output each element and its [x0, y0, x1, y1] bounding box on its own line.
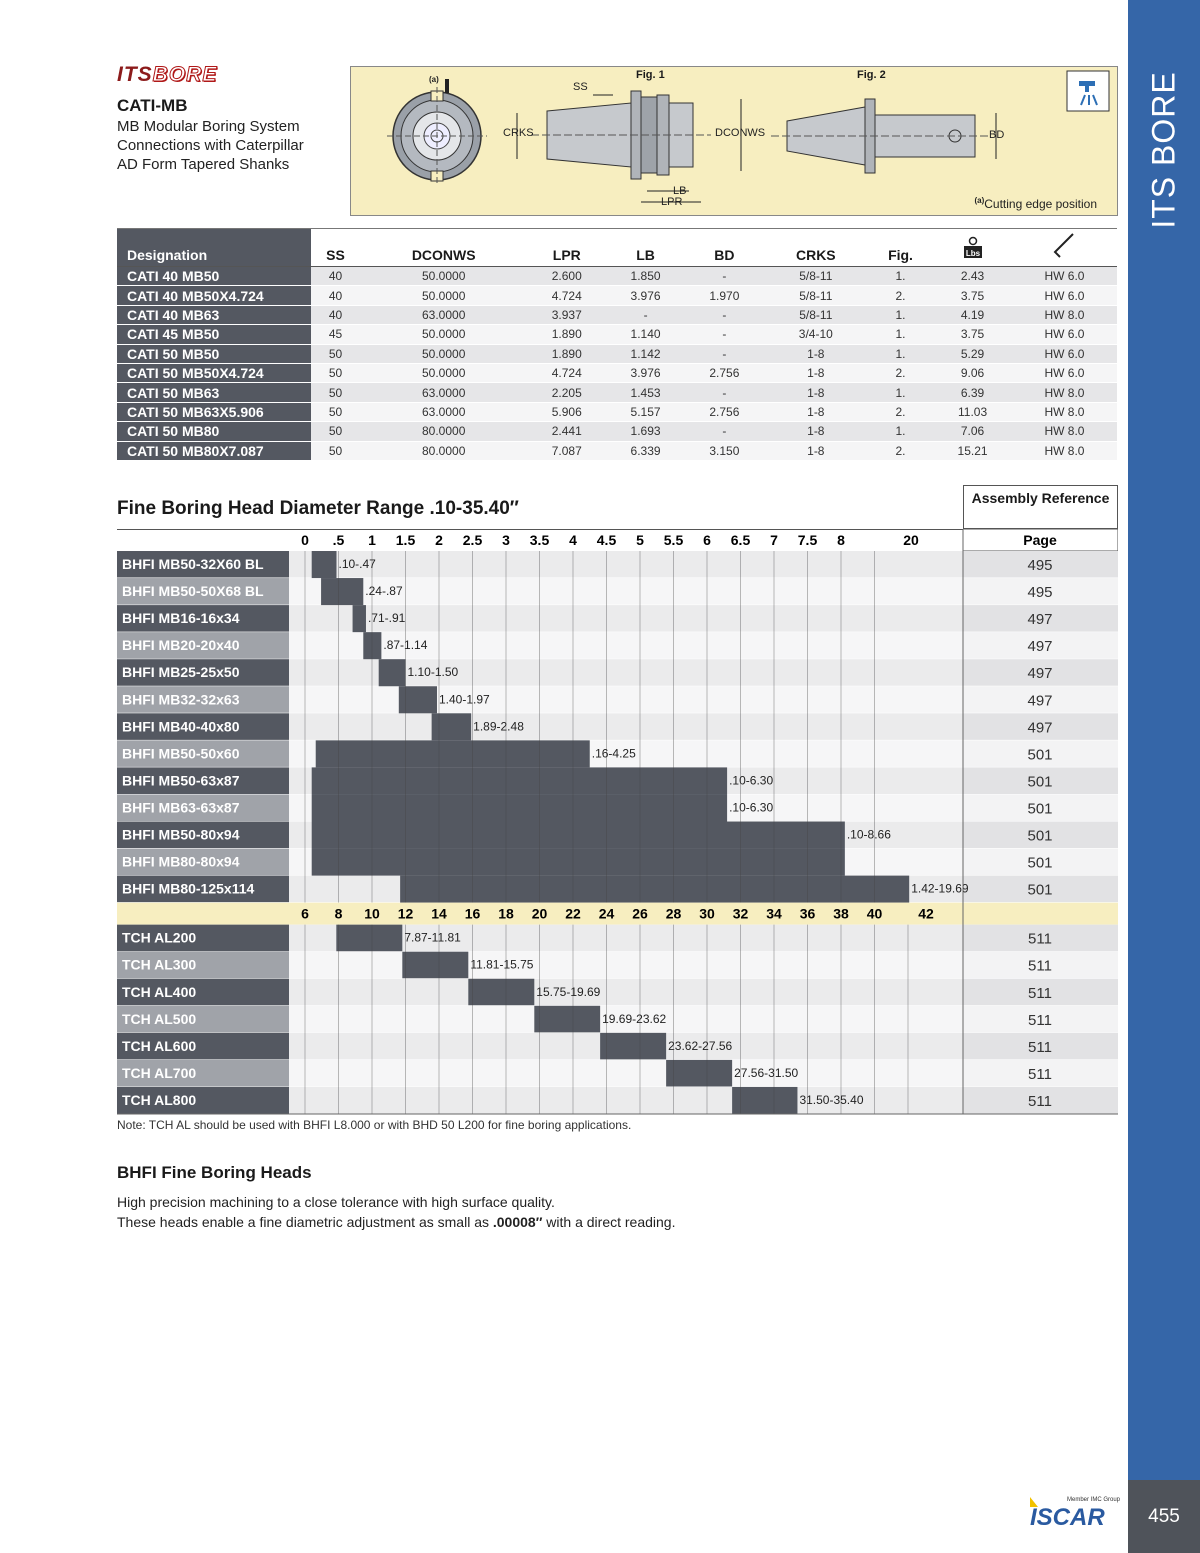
note: Note: TCH AL should be used with BHFI L8.000 or with BHD 50 L200 for fine boring applications. [117, 1118, 632, 1132]
table-cell: 40 [311, 286, 360, 305]
table-cell: HW 6.0 [1012, 344, 1117, 363]
table-cell: 1. [868, 325, 933, 344]
col-designation: Designation [117, 229, 311, 267]
table-cell: 15.21 [933, 441, 1012, 460]
side-view-fig1 [517, 91, 741, 202]
table-cell: 1.140 [606, 325, 685, 344]
col-fig: Fig. [868, 229, 933, 267]
scale-tick: 8 [837, 532, 845, 548]
scale-tick: 3.5 [529, 532, 550, 548]
range-title: Fine Boring Head Diameter Range .10-35.40″ [117, 498, 519, 519]
assembly-reference-header: Assembly Reference [963, 485, 1118, 529]
tool-name: BHFI MB40-40x80 [122, 718, 240, 735]
range-label: .10-8.66 [846, 827, 891, 842]
range-label: 7.87-11.81 [404, 930, 461, 945]
table-cell: 2. [868, 402, 933, 421]
table-cell: - [685, 422, 764, 441]
table-cell: HW 8.0 [1012, 422, 1117, 441]
tool-name: BHFI MB50-80x94 [122, 826, 240, 843]
product-code: CATI-MB [117, 96, 188, 115]
bd-label: BD [989, 129, 1005, 141]
coolant-icon [1067, 71, 1109, 111]
page-ref: 511 [1028, 1038, 1052, 1056]
tool-name: BHFI MB80-80x94 [122, 853, 240, 870]
scale-tick: 40 [866, 905, 883, 922]
table-cell: 1.453 [606, 383, 685, 402]
range-label: 1.89-2.48 [473, 719, 524, 734]
table-cell: 1-8 [764, 383, 868, 402]
scale-tick: 30 [699, 905, 715, 922]
tool-name: BHFI MB25-25x50 [122, 664, 240, 681]
tool-name: TCH AL400 [122, 983, 197, 1000]
page-ref: 497 [1027, 638, 1053, 656]
table-cell: HW 8.0 [1012, 402, 1117, 421]
table-cell: 3.976 [606, 286, 685, 305]
page-ref: 511 [1028, 1065, 1052, 1083]
page-ref: 501 [1027, 800, 1053, 818]
scale-tick: 24 [598, 905, 615, 922]
svg-text:ISCAR: ISCAR [1030, 1504, 1105, 1529]
table-cell: 1.890 [527, 344, 606, 363]
table-cell: 3.75 [933, 286, 1012, 305]
table-cell: 1. [868, 422, 933, 441]
tool-name: BHFI MB20-20x40 [122, 637, 240, 654]
table-cell: 5/8-11 [764, 305, 868, 324]
range-label: 1.40-1.97 [438, 692, 490, 707]
table-row [117, 305, 1117, 324]
range-label: .87-1.14 [383, 638, 428, 653]
cutting-edge-note: $^{(a)}$Cutting edge position [974, 196, 1097, 211]
table-cell: 1.970 [685, 286, 764, 305]
table-cell: 40 [311, 305, 360, 324]
table-cell: 4.19 [933, 305, 1012, 324]
table-cell: 50 [311, 441, 360, 460]
range-bar [379, 659, 406, 686]
tool-name: TCH AL700 [122, 1064, 197, 1081]
designation-cell: CATI 50 MB50X4.724 [117, 363, 311, 382]
page-ref: 501 [1027, 746, 1053, 764]
table-cell: HW 6.0 [1012, 267, 1117, 286]
table-cell: 50.0000 [360, 286, 527, 305]
page-ref: 495 [1027, 557, 1053, 574]
tool-name: TCH AL300 [122, 956, 197, 973]
table-cell: HW 6.0 [1012, 363, 1117, 382]
range-label: .71-.91 [367, 611, 406, 626]
scale-tick: 28 [665, 905, 682, 922]
scale-tick: 1 [368, 532, 376, 548]
a-label: (a) [429, 75, 439, 84]
table-cell: 1.693 [606, 422, 685, 441]
table-cell: 80.0000 [360, 422, 527, 441]
range-label: .10-6.30 [729, 800, 774, 815]
scale-tick: 36 [799, 905, 816, 922]
page-ref: 501 [1027, 773, 1053, 791]
col-lpr: LPR [527, 229, 606, 267]
range-label: 31.50-35.40 [799, 1092, 864, 1107]
scale-tick: 8 [334, 905, 343, 922]
table-cell: 1. [868, 344, 933, 363]
page-ref: 497 [1027, 692, 1053, 710]
range-label: 15.75-19.69 [536, 984, 601, 999]
table-cell: HW 8.0 [1012, 305, 1117, 324]
scale-tick: 7.5 [797, 532, 818, 548]
table-cell: 1. [868, 267, 933, 286]
table-cell: 7.087 [527, 441, 606, 460]
table-row [117, 363, 1117, 382]
range-bar [316, 740, 590, 767]
range-bar [312, 849, 845, 876]
table-cell: 50 [311, 402, 360, 421]
table-cell: 50.0000 [360, 325, 527, 344]
table-cell: 40 [311, 267, 360, 286]
designation-cell: CATI 50 MB80X7.087 [117, 441, 311, 460]
table-row [117, 441, 1117, 460]
page-ref: 511 [1028, 957, 1052, 975]
lb-label: LB [673, 185, 687, 197]
product-description: MB Modular Boring System Connections with Caterpillar AD Form Tapered Shanks [117, 118, 304, 173]
scale-tick: 6 [301, 905, 309, 922]
table-cell: 3.937 [527, 305, 606, 324]
technical-drawing [350, 66, 1118, 216]
scale-tick: 5 [636, 532, 644, 548]
page-ref: 511 [1028, 1011, 1052, 1029]
designation-table [117, 228, 1117, 461]
side-view-fig2 [771, 99, 996, 173]
table-cell: 1-8 [764, 422, 868, 441]
scale-tick: 20 [531, 905, 548, 922]
scale-tick: 10 [364, 905, 380, 922]
table-cell: - [685, 344, 764, 363]
fig2-label: Fig. 2 [857, 69, 886, 81]
page-ref: 501 [1027, 827, 1053, 845]
table-cell: 2.756 [685, 363, 764, 382]
table-cell: 63.0000 [360, 402, 527, 421]
range-label: 1.10-1.50 [407, 665, 459, 680]
crks-label: CRKS [503, 127, 534, 139]
designation-cell: CATI 40 MB50 [117, 267, 311, 286]
svg-text:Lbs: Lbs [965, 249, 980, 258]
table-cell: - [685, 383, 764, 402]
range-bar [336, 925, 402, 952]
table-cell: 3.75 [933, 325, 1012, 344]
tool-name: TCH AL200 [122, 929, 197, 946]
tool-name: TCH AL500 [122, 1010, 197, 1027]
table-cell: 2.43 [933, 267, 1012, 286]
scale-tick: 26 [632, 905, 648, 922]
fig1-label: Fig. 1 [636, 69, 665, 81]
range-bar [312, 822, 845, 849]
range-bar [399, 686, 437, 713]
page-col-label: Page [1023, 532, 1057, 548]
page-ref: 497 [1027, 719, 1053, 737]
table-row [117, 325, 1117, 344]
designation-cell: CATI 40 MB63 [117, 305, 311, 324]
table-cell: 3.150 [685, 441, 764, 460]
table-cell: 6.39 [933, 383, 1012, 402]
range-bar [321, 578, 363, 605]
ss-label: SS [573, 81, 588, 93]
scale-tick: .5 [332, 532, 345, 548]
table-cell: 11.03 [933, 402, 1012, 421]
table-cell: HW 6.0 [1012, 325, 1117, 344]
table-cell: 80.0000 [360, 441, 527, 460]
table-cell: 1-8 [764, 402, 868, 421]
table-cell: 1-8 [764, 363, 868, 382]
iscar-logo [1028, 1493, 1122, 1529]
range-label: 23.62-27.56 [668, 1038, 733, 1053]
table-cell: HW 6.0 [1012, 286, 1117, 305]
page-ref: 497 [1027, 665, 1053, 683]
range-label: .16-4.25 [591, 746, 636, 761]
scale-tick: 22 [565, 905, 581, 922]
table-row [117, 286, 1117, 305]
scale-tick: 3 [502, 532, 510, 548]
table-cell: - [685, 325, 764, 344]
range-bar [468, 979, 534, 1006]
scale-tick: 14 [431, 905, 447, 922]
tool-name: BHFI MB50-50X68 BL [122, 583, 264, 600]
hex-key-icon [1012, 229, 1117, 267]
range-label: .10-6.30 [729, 773, 774, 788]
table-cell: 1-8 [764, 441, 868, 460]
table-cell: HW 8.0 [1012, 441, 1117, 460]
range-bar [312, 551, 337, 578]
range-bar [732, 1087, 797, 1114]
page-ref: 495 [1027, 584, 1053, 602]
table-cell: - [606, 305, 685, 324]
table-cell: 5/8-11 [764, 267, 868, 286]
range-chart [117, 529, 1118, 1115]
table-cell: 1-8 [764, 344, 868, 363]
designation-cell: CATI 45 MB50 [117, 325, 311, 344]
table-cell: 2.756 [685, 402, 764, 421]
tool-name: TCH AL800 [122, 1091, 197, 1108]
table-cell: 2. [868, 286, 933, 305]
scale-tick: 6.5 [730, 532, 751, 548]
scale-tick: 20 [903, 532, 919, 548]
table-cell: 3.976 [606, 363, 685, 382]
page-ref: 501 [1027, 881, 1053, 899]
range-bar [312, 794, 727, 821]
range-label: 19.69-23.62 [602, 1011, 667, 1026]
scale-tick: 6 [703, 532, 711, 548]
table-row [117, 267, 1117, 286]
table-cell: HW 8.0 [1012, 383, 1117, 402]
range-bar [402, 952, 468, 979]
table-cell: 1.850 [606, 267, 685, 286]
range-label: 11.81-15.75 [470, 957, 534, 972]
page-ref: 511 [1028, 930, 1052, 948]
range-label: 1.42-19.69 [911, 881, 969, 896]
scale-tick: 2.5 [462, 532, 483, 548]
scale-tick: 16 [464, 905, 481, 922]
page-number: 455 [1128, 1480, 1200, 1553]
table-cell: 1. [868, 305, 933, 324]
table-cell: 45 [311, 325, 360, 344]
table-cell: 2.441 [527, 422, 606, 441]
table-cell: 50.0000 [360, 363, 527, 382]
page-ref: 511 [1028, 1092, 1052, 1110]
tool-name: BHFI MB16-16x34 [122, 610, 240, 627]
scale-tick: 42 [918, 905, 934, 922]
designation-cell: CATI 50 MB50 [117, 344, 311, 363]
scale-tick: 7 [770, 532, 778, 548]
table-cell: 7.06 [933, 422, 1012, 441]
scale-tick: 4 [569, 532, 577, 548]
table-cell: 5.157 [606, 402, 685, 421]
sidebar-title: ITS BORE [1145, 71, 1182, 229]
table-cell: 50 [311, 344, 360, 363]
table-row [117, 402, 1117, 421]
table-cell: 2. [868, 363, 933, 382]
range-bar [534, 1006, 600, 1033]
table-cell: 5.906 [527, 402, 606, 421]
col-bd: BD [685, 229, 764, 267]
tool-name: TCH AL600 [122, 1037, 197, 1054]
scale-tick: 2 [435, 532, 443, 548]
scale-tick: 5.5 [663, 532, 684, 548]
tool-name: BHFI MB63-63x87 [122, 799, 240, 816]
scale-tick: 1.5 [395, 532, 416, 548]
scale-tick: 12 [397, 905, 414, 922]
table-cell: 2.600 [527, 267, 606, 286]
table-cell: 50 [311, 363, 360, 382]
designation-cell: CATI 40 MB50X4.724 [117, 286, 311, 305]
designation-cell: CATI 50 MB80 [117, 422, 311, 441]
page-ref: 501 [1027, 854, 1053, 872]
table-cell: 1.142 [606, 344, 685, 363]
table-cell: 3/4-10 [764, 325, 868, 344]
scale-tick: 32 [732, 905, 749, 922]
table-cell: 63.0000 [360, 383, 527, 402]
table-cell: 50.0000 [360, 267, 527, 286]
designation-cell: CATI 50 MB63 [117, 383, 311, 402]
table-cell: 50 [311, 383, 360, 402]
table-cell: 1.890 [527, 325, 606, 344]
table-row [117, 422, 1117, 441]
range-bar [353, 605, 366, 632]
range-bar [666, 1060, 732, 1087]
range-bar [400, 876, 909, 903]
range-label: 27.56-31.50 [734, 1065, 799, 1080]
dconws-label: DCONWS [715, 127, 766, 139]
table-cell: 4.724 [527, 286, 606, 305]
range-bar [600, 1033, 666, 1060]
table-cell: 50 [311, 422, 360, 441]
table-cell: 9.06 [933, 363, 1012, 382]
table-cell: 50.0000 [360, 344, 527, 363]
table-cell: 2.205 [527, 383, 606, 402]
scale-tick: 4.5 [596, 532, 617, 548]
tool-name: BHFI MB50-63x87 [122, 772, 240, 789]
table-cell: 2. [868, 441, 933, 460]
table-cell: 1. [868, 383, 933, 402]
tool-name: BHFI MB32-32x63 [122, 691, 240, 708]
table-row [117, 344, 1117, 363]
tool-name: BHFI MB50-50x60 [122, 745, 240, 762]
section-title: BHFI Fine Boring Heads [117, 1163, 312, 1182]
range-bar [312, 767, 727, 794]
table-cell: - [685, 267, 764, 286]
table-cell: 5.29 [933, 344, 1012, 363]
range-bar [363, 632, 381, 659]
designation-cell: CATI 50 MB63X5.906 [117, 402, 311, 421]
table-cell: 6.339 [606, 441, 685, 460]
table-cell: 63.0000 [360, 305, 527, 324]
col-ss: SS [311, 229, 360, 267]
scale-tick: 34 [766, 905, 782, 922]
col-crks: CRKS [764, 229, 868, 267]
table-cell: 4.724 [527, 363, 606, 382]
itsbore-logo: ITSBORE [117, 63, 218, 86]
tool-name: BHFI MB50-32X60 BL [122, 556, 264, 572]
section-text: High precision machining to a close tolerance with high surface quality. These heads enable a fine diametric adjustment as small as .00008″ with a direct reading. [117, 1194, 676, 1230]
col-lb: LB [606, 229, 685, 267]
page-ref: 497 [1027, 611, 1053, 629]
front-view [387, 79, 487, 185]
lpr-label: LPR [661, 196, 683, 208]
range-label: .10-.47 [338, 557, 376, 571]
svg-text:Member IMC Group: Member IMC Group [1066, 1497, 1120, 1503]
col-dconws: DCONWS [360, 229, 527, 267]
weight-lbs-icon [933, 229, 1012, 267]
range-label: .24-.87 [365, 584, 403, 599]
scale-tick: 18 [498, 905, 514, 922]
table-row [117, 383, 1117, 402]
drawing-svg [351, 67, 1119, 217]
page-ref: 511 [1028, 984, 1052, 1002]
tool-name: BHFI MB80-125x114 [122, 880, 255, 897]
scale-tick: 38 [833, 905, 849, 922]
table-cell: 5/8-11 [764, 286, 868, 305]
range-bar [432, 713, 472, 740]
table-cell: - [685, 305, 764, 324]
scale-tick: 0 [301, 532, 309, 548]
